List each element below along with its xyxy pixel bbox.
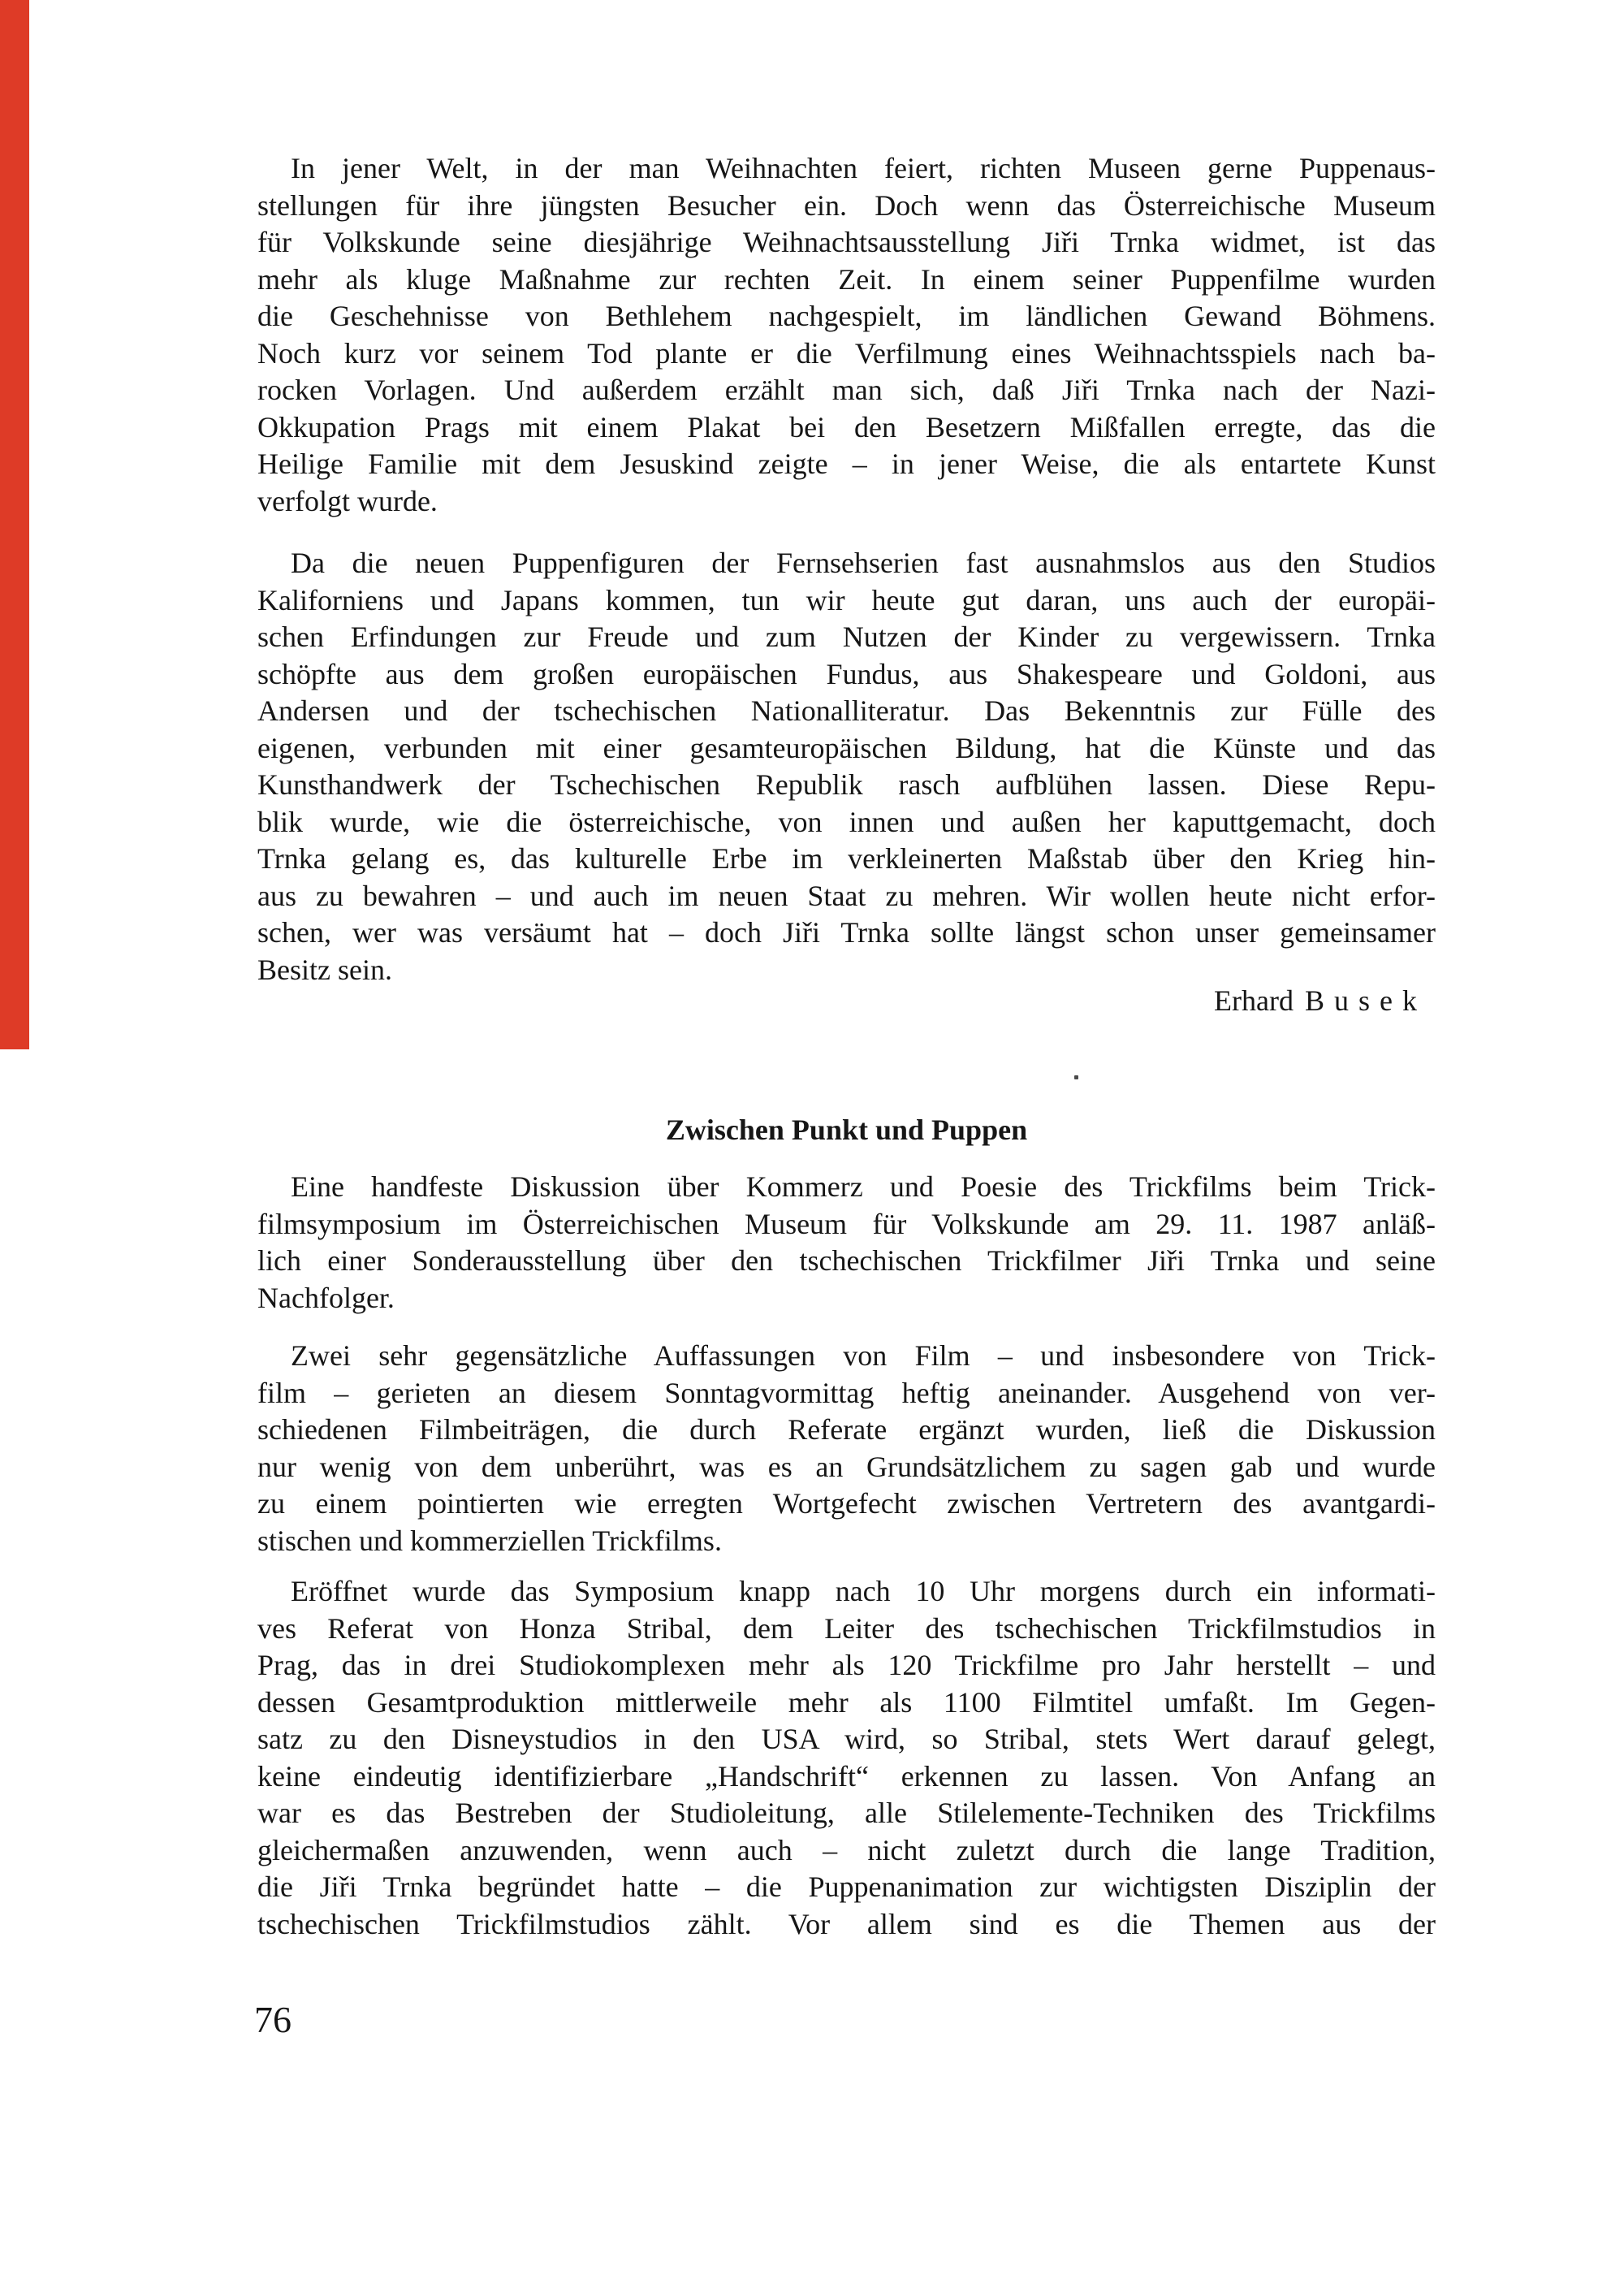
text-line: schöpfte aus dem großen europäischen Fundus, aus Shakespeare und Goldoni, aus xyxy=(257,657,1436,690)
text-line: Noch kurz vor seinem Tod plante er die Verfilmung eines Weihnachtsspiels nach ba- xyxy=(257,336,1436,370)
text-line: stischen und kommerziellen Trickfilms. xyxy=(257,1524,722,1557)
paragraph-5 xyxy=(257,1573,1436,1943)
text-line: Nachfolger. xyxy=(257,1281,395,1314)
text-line: für Volkskunde seine diesjährige Weihnachtsausstellung Jiři Trnka widmet, ist das xyxy=(257,226,1436,258)
paragraph-4 xyxy=(257,1338,1436,1559)
text-line: Andersen und der tschechischen Nationalliteratur. Das Bekenntnis zur Fülle des xyxy=(257,694,1436,727)
text-line: lich einer Sonderausstellung über den tschechischen Trickfilmer Jiři Trnka und seine xyxy=(257,1244,1436,1277)
text-line: eigenen, verbunden mit einer gesamteuropäischen Bildung, hat die Künste und das xyxy=(257,731,1436,764)
text-line: schen, wer was versäumt hat – doch Jiři Trnka sollte längst schon unser gemeinsamer xyxy=(257,916,1436,949)
text-line: satz zu den Disneystudios in den USA wird, so Stribal, stets Wert darauf gelegt, xyxy=(257,1723,1436,1755)
text-line: schiedenen Filmbeiträgen, die durch Referate ergänzt wurden, ließ die Diskussion xyxy=(257,1413,1436,1446)
text-line: gleichermaßen anzuwenden, wenn auch – nicht zuletzt durch die lange Tradition, xyxy=(257,1833,1436,1866)
paragraph-2 xyxy=(257,545,1436,988)
separator-dot-artifact xyxy=(1074,1075,1078,1079)
text-line: nur wenig von dem unberührt, was es an Grundsätzlichem zu sagen gab und wurde xyxy=(257,1450,1436,1483)
text-line: Heilige Familie mit dem Jesuskind zeigte – in jener Weise, die als entartete Kunst xyxy=(257,448,1436,480)
author-first-name: Erhard xyxy=(1214,984,1294,1017)
text-line: ves Referat von Honza Stribal, dem Leiter des tschechischen Trickfilmstudios in xyxy=(257,1611,1436,1645)
text-column xyxy=(257,0,1436,2292)
text-line: rocken Vorlagen. Und außerdem erzählt man sich, daß Jiři Trnka nach der Nazi- xyxy=(257,374,1436,406)
text-line: Kaliforniens und Japans kommen, tun wir heute gut daran, uns auch der europäi- xyxy=(257,583,1436,616)
text-line: Trnka gelang es, das kulturelle Erbe im verkleinerten Maßstab über den Krieg hin- xyxy=(257,842,1436,875)
scan-red-edge-artifact xyxy=(0,0,29,1049)
text-line: Prag, das in drei Studiokomplexen mehr als 120 Trickfilme pro Jahr herstellt – und xyxy=(257,1649,1436,1681)
text-line: Eine handfeste Diskussion über Kommerz und Poesie des Trickfilms beim Trick- xyxy=(291,1170,1436,1203)
author-last-name: Busek xyxy=(1305,984,1427,1017)
text-line: dessen Gesamtproduktion mittlerweile mehr als 1100 Filmtitel umfaßt. Im Gegen- xyxy=(257,1685,1436,1719)
text-line: war es das Bestreben der Studioleitung, alle Stilelemente-Techniken des Trickfilms xyxy=(257,1797,1436,1829)
text-line: filmsymposium im Österreichischen Museum für Volkskunde am 29. 11. 1987 anläß- xyxy=(257,1207,1436,1240)
text-line: keine eindeutig identifizierbare „Handschrift“ erkennen zu lassen. Von Anfang an xyxy=(257,1759,1436,1793)
author-signature xyxy=(257,983,1436,1020)
text-line: film – gerieten an diesem Sonntagvormittag heftig aneinander. Ausgehend von ver- xyxy=(257,1376,1436,1409)
text-line: In jener Welt, in der man Weihnachten feiert, richten Museen gerne Puppenaus- xyxy=(291,152,1436,184)
text-line: Kunsthandwerk der Tschechischen Republik rasch aufblühen lassen. Diese Repu- xyxy=(257,768,1436,801)
text-line: tschechischen Trickfilmstudios zählt. Vor allem sind es die Themen aus der xyxy=(257,1907,1436,1940)
text-line: verfolgt wurde. xyxy=(257,484,438,517)
text-line: zu einem pointierten wie erregten Wortgefecht zwischen Vertretern des avantgardi- xyxy=(257,1487,1436,1520)
text-line: aus zu bewahren – und auch im neuen Staat zu mehren. Wir wollen heute nicht erfor- xyxy=(257,879,1436,912)
text-line: Zwei sehr gegensätzliche Auffassungen von Film – und insbesondere von Trick- xyxy=(291,1339,1436,1372)
text-line: stellungen für ihre jüngsten Besucher ein. Doch wenn das Österreichische Museum xyxy=(257,188,1436,222)
text-line: Okkupation Prags mit einem Plakat bei den Besetzern Mißfallen erregte, das die xyxy=(257,410,1436,443)
text-line: Eröffnet wurde das Symposium knapp nach 10 Uhr morgens durch ein informati- xyxy=(291,1575,1436,1607)
paragraph-3 xyxy=(257,1169,1436,1317)
page-number: 76 xyxy=(254,1999,292,2040)
paragraph-1 xyxy=(257,150,1436,520)
text-line: Besitz sein. xyxy=(257,953,392,986)
text-line: blik wurde, wie die österreichische, von innen und außen her kaputtgemacht, doch xyxy=(257,805,1436,838)
section-heading: Zwischen Punkt und Puppen xyxy=(665,1114,1028,1146)
text-line: schen Erfindungen zur Freude und zum Nutzen der Kinder zu vergewissern. Trnka xyxy=(257,621,1436,653)
text-line: mehr als kluge Maßnahme zur rechten Zeit. In einem seiner Puppenfilme wurden xyxy=(257,262,1436,296)
text-line: die Geschehnisse von Bethlehem nachgespielt, im ländlichen Gewand Böhmens. xyxy=(257,300,1436,332)
text-line: die Jiři Trnka begründet hatte – die Puppenanimation zur wichtigsten Disziplin der xyxy=(257,1870,1436,1903)
text-line: Da die neuen Puppenfiguren der Fernsehserien fast ausnahmslos aus den Studios xyxy=(291,547,1436,579)
